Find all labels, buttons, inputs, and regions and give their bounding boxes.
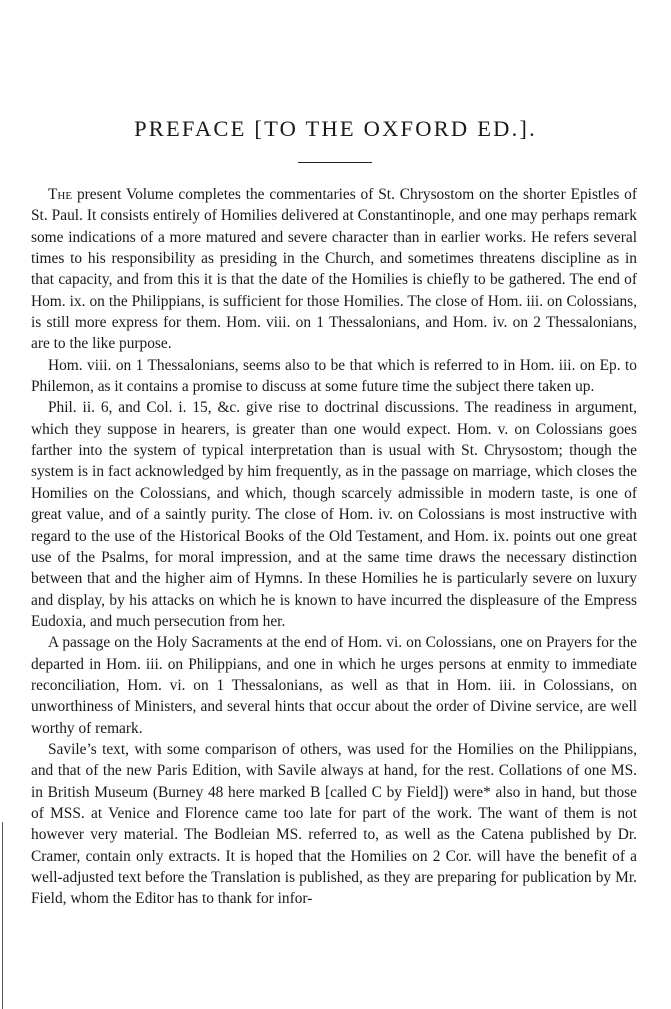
paragraph-1 — [31, 184, 637, 355]
paragraph-text: Savile’s text, with some comparison of others, was used for the Homilies on the Philippians, and that of the new Paris Edition, with Savile always at hand, for the rest. Collations of one MS. in British Museum (Burney 48 here marked B [called C by Field]) were* also in hand, but those of MSS. at Venice and Florence came too late for part of the work. The want of them is not however very material. The Bodleian MS. referred to, as well as the Catena published by Dr. Cramer, contain only extracts. It is hoped that the Homilies on 2 Cor. will have the benefit of a well-adjusted text before the Translation is published, as they are preparing for publication by Mr. Field, whom the Editor has to thank for infor- — [31, 740, 637, 908]
title-divider — [298, 162, 372, 163]
preface-body — [31, 184, 637, 910]
paragraph-text: A passage on the Holy Sacraments at the end of Hom. vi. on Colossians, one on Prayers for the departed in Hom. iii. on Philippians, and one in which he urges persons at enmity to immediate reconciliation, Hom. vi. on 1 Thessalonians, as well as that in Hom. iii. in Colossians, on unworthiness of Ministers, and several hints that occur about the order of Divine service, are well worthy of remark. — [31, 634, 637, 737]
paragraph-lead: The — [48, 186, 73, 203]
paragraph-text: Phil. ii. 6, and Col. i. 15, &c. give rise to doctrinal discussions. The readiness in argument, which they suppose in hearers, is greater than one would expect. Hom. v. on Colossians goes farther into the system of typical interpretation than is usual with St. Chrysostom; though the system is in fact acknowledged by him frequently, as in the passage on marriage, which closes the Homilies on the Colossians, and which, though scarcely admissible in modern taste, is one of great value, and of a saintly purity. The close of Hom. iv. on Colossians is most instructive with regard to the use of the Historical Books of the Old Testament, and Hom. ix. points out one great use of the Psalms, for moral impression, and at the same time draws the necessary distinction between that and the higher aim of Hymns. In these Homilies he is particularly severe on luxury and display, by his attacks on which he is known to have incurred the displeasure of the Empress Eudoxia, and much persecution from her. — [31, 399, 637, 630]
paragraph-4 — [31, 632, 637, 739]
margin-rule — [2, 822, 3, 1009]
paragraph-5 — [31, 739, 637, 910]
paragraph-text: Hom. viii. on 1 Thessalonians, seems also to be that which is referred to in Hom. iii. on Ep. to Philemon, as it contains a promise to discuss at some future time the subject there taken up. — [31, 356, 637, 396]
paragraph-3 — [31, 397, 637, 632]
paragraph-2 — [31, 355, 637, 398]
page-title: PREFACE [TO THE OXFORD ED.]. — [134, 116, 537, 141]
paragraph-text: present Volume completes the commentaries of St. Chrysostom on the shorter Epistles of St. Paul. It consists entirely of Homilies delivered at Constantinople, and one may perhaps remark some indications of a more matured and severe character than in earlier works. He refers several times to his responsibility as presiding in the Church, and sometimes threatens discipline as in that capacity, and from this it is that the date of the Homilies is chiefly to be gathered. The end of Hom. ix. on the Philippians, is sufficient for those Homilies. The close of Hom. iii. on Colossians, is still more express for them. Hom. viii. on 1 Thessalonians, and Hom. iv. on 2 Thessalonians, are to the like purpose. — [31, 186, 637, 353]
